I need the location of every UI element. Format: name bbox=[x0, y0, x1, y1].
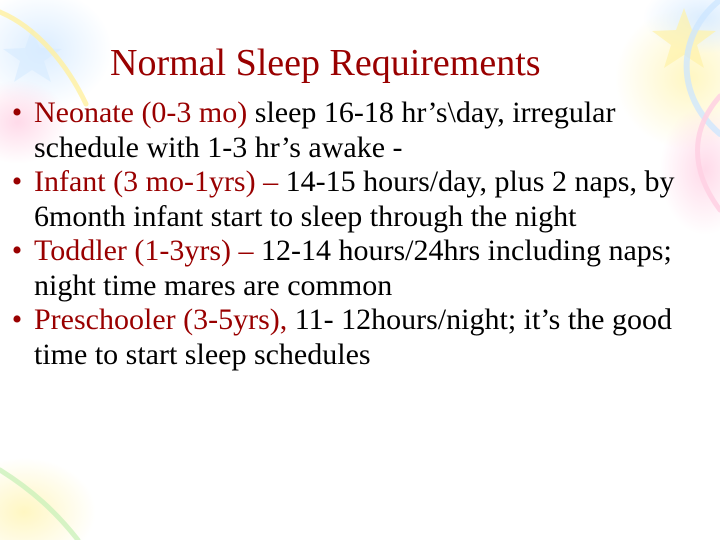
bullet-preschooler bbox=[0, 303, 720, 372]
bullet-neonate-text: sleep 16-18 hr’s\day, irregular schedule with 1-3 hr’s awake - bbox=[34, 96, 616, 164]
bullet-infant-text: 14-15 hours/day, plus 2 naps, by 6month infant start to sleep through the night bbox=[34, 165, 675, 233]
bottom-yellow-glow bbox=[0, 458, 96, 540]
bullet-neonate-lead: Neonate (0-3 mo) bbox=[34, 96, 248, 129]
bullet-list bbox=[0, 96, 720, 372]
bullet-toddler bbox=[0, 234, 720, 303]
bottom-left-decoration bbox=[0, 458, 96, 540]
bullet-infant-lead: Infant (3 mo-1yrs) – bbox=[34, 165, 279, 198]
bullet-preschooler-text: 11- 12hours/night; it’s the good time to start sleep schedules bbox=[34, 303, 672, 371]
bullet-neonate bbox=[0, 96, 720, 165]
bullet-infant bbox=[0, 165, 720, 234]
slide-title: Normal Sleep Requirements bbox=[110, 42, 541, 84]
bullet-toddler-text: 12-14 hours/24hrs including naps; night time mares are common bbox=[34, 234, 672, 302]
bullet-preschooler-lead: Preschooler (3-5yrs), bbox=[34, 303, 288, 336]
bullet-marker bbox=[6, 234, 28, 269]
bullet-marker bbox=[6, 96, 28, 131]
bullet-marker bbox=[6, 303, 28, 338]
bullet-toddler-lead: Toddler (1-3yrs) – bbox=[34, 234, 254, 267]
bullet-marker bbox=[6, 165, 28, 200]
